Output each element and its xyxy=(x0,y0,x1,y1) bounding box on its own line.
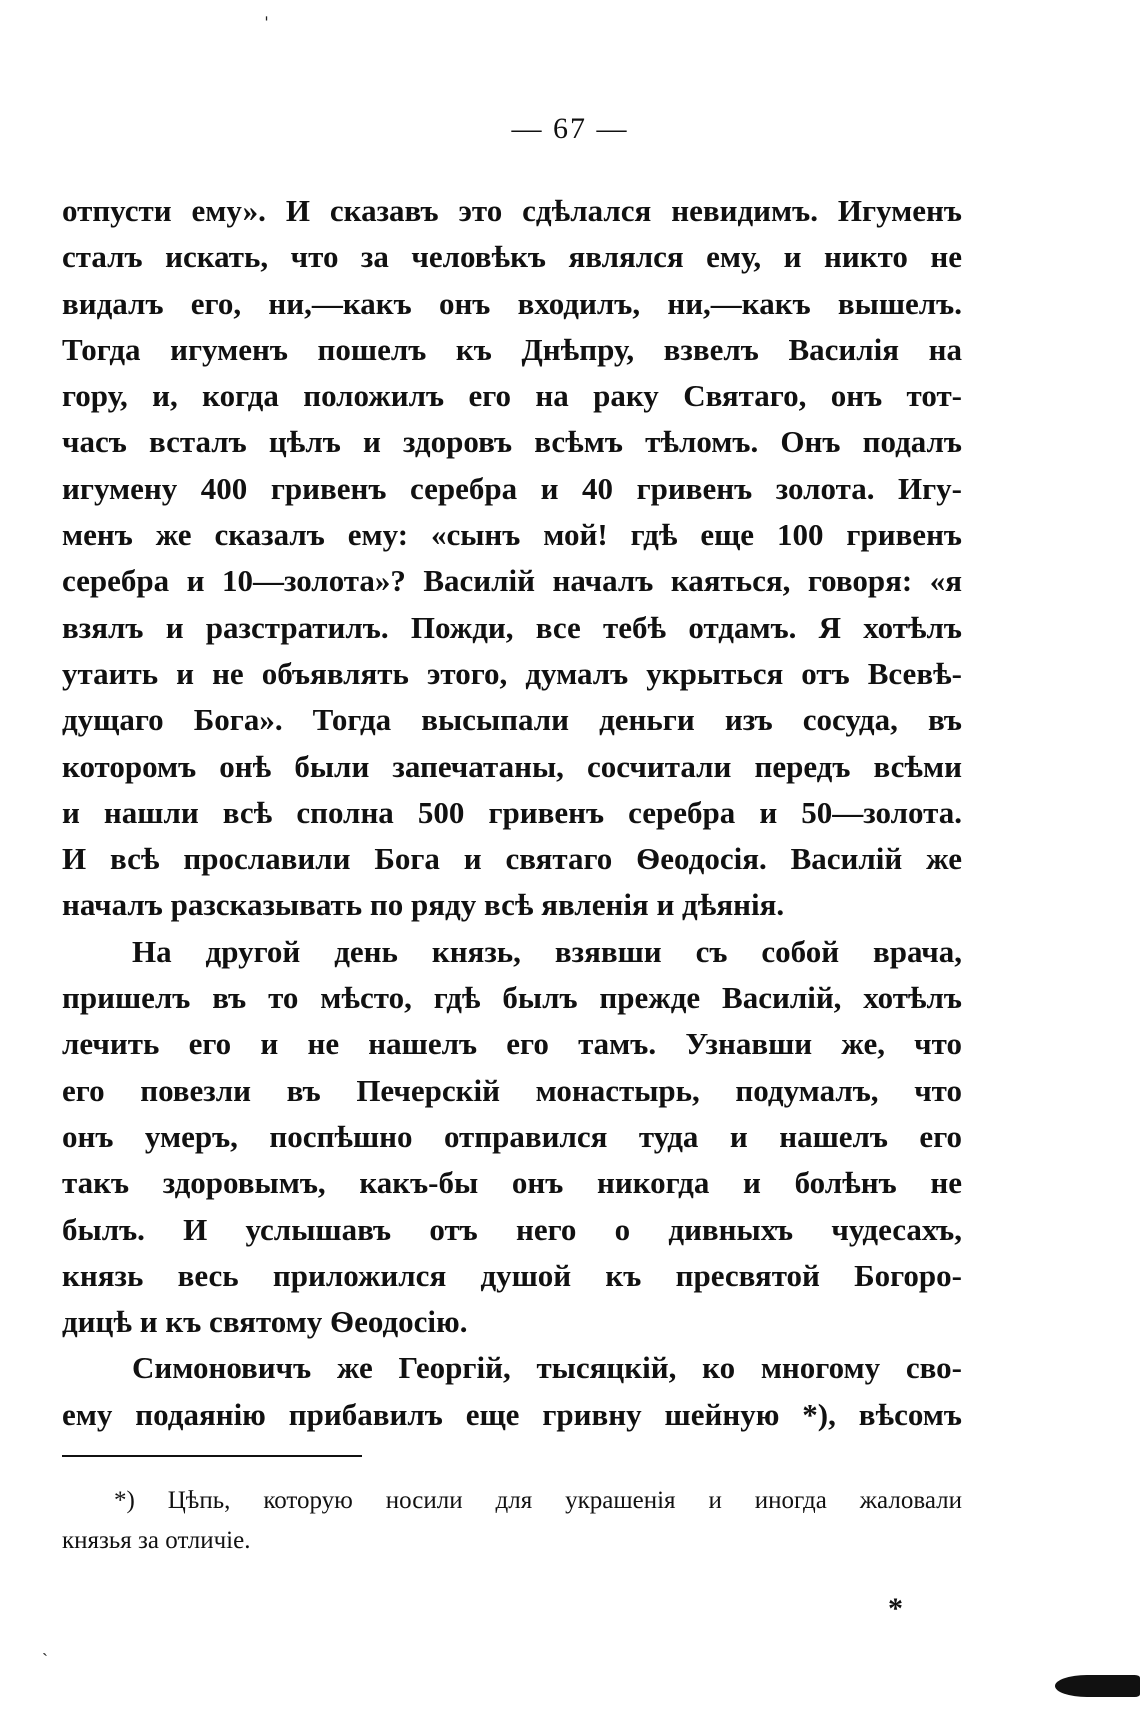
text-line: И всѣ прославили Бога и святаго Ѳеодосія. Василій же xyxy=(62,841,962,877)
text-line: часъ всталъ цѣлъ и здоровъ всѣмъ тѣломъ. Онъ подалъ xyxy=(62,424,962,460)
text-line: утаить и не объявлять этого, думалъ укрыться отъ Всевѣ- xyxy=(62,655,962,691)
text-line: его повезли въ Печерскій монастырь, подумалъ, что xyxy=(62,1072,962,1108)
footnote-line: *) Цѣпь, которую носили для украшенія и иногда жаловали xyxy=(114,1487,962,1514)
signature-mark: * xyxy=(888,1592,903,1625)
paragraph-start-line: На другой день князь, взявши съ собой врача, xyxy=(132,933,962,969)
text-line: Тогда игуменъ пошелъ къ Днѣпру, взвелъ Василія на xyxy=(62,331,962,367)
text-line: менъ же сказалъ ему: «сынъ мой! гдѣ еще 100 гривенъ xyxy=(62,517,962,553)
text-line: онъ умеръ, поспѣшно отправился туда и нашелъ его xyxy=(62,1118,962,1154)
ink-smudge-icon xyxy=(1055,1675,1140,1697)
text-line: серебра и 10—золота»? Василій началъ каяться, говоря: «я xyxy=(62,563,962,599)
paragraph-start-line: Симоновичъ же Георгій, тысяцкій, ко многому сво- xyxy=(132,1350,962,1386)
text-line: и нашли всѣ сполна 500 гривенъ серебра и 50—золота. xyxy=(62,794,962,830)
footnote-divider xyxy=(62,1455,362,1457)
text-line: взялъ и разстратилъ. Пожди, все тебѣ отдамъ. Я хотѣлъ xyxy=(62,609,962,645)
page-number: — 67 — xyxy=(511,112,629,145)
text-line: сталъ искать, что за человѣкъ являлся ему, и никто не xyxy=(62,239,962,275)
text-line: ему подаянію прибавилъ еще гривну шейную *), вѣсомъ xyxy=(62,1396,962,1432)
text-line: отпусти ему». И сказавъ это сдѣлался невидимъ. Игуменъ xyxy=(62,193,962,228)
ink-speck-icon: ˈ xyxy=(264,14,269,35)
text-line: видалъ его, ни,—какъ онъ входилъ, ни,—какъ вышелъ. xyxy=(62,285,962,321)
main-text xyxy=(62,188,962,1438)
text-line: дицѣ и къ святому Ѳеодосію. xyxy=(62,1304,468,1340)
text-line: гору, и, когда положилъ его на раку Святаго, онъ тот- xyxy=(62,378,962,414)
text-line: былъ. И услышавъ отъ него о дивныхъ чудесахъ, xyxy=(62,1211,962,1247)
text-line: которомъ онѣ были запечатаны, сосчитали передъ всѣми xyxy=(62,748,962,784)
text-line: игумену 400 гривенъ серебра и 40 гривенъ золота. Игу- xyxy=(62,470,962,506)
ink-speck-icon: ˎ xyxy=(42,1636,48,1657)
text-line: началъ разсказывать по ряду всѣ явленія и дѣянія. xyxy=(62,887,785,923)
text-line: дущаго Бога». Тогда высыпали деньги изъ сосуда, въ xyxy=(62,702,962,738)
text-line: лечить его и не нашелъ его тамъ. Узнавши же, что xyxy=(62,1026,962,1062)
text-line: такъ здоровымъ, какъ-бы онъ никогда и болѣнъ не xyxy=(62,1165,962,1201)
text-line: пришелъ въ то мѣсто, гдѣ былъ прежде Василій, хотѣлъ xyxy=(62,980,962,1016)
footnote-line: князья за отличіе. xyxy=(62,1527,251,1554)
text-line: князь весь приложился душой къ пресвятой Богоро- xyxy=(62,1257,962,1293)
footnote xyxy=(62,1481,962,1561)
